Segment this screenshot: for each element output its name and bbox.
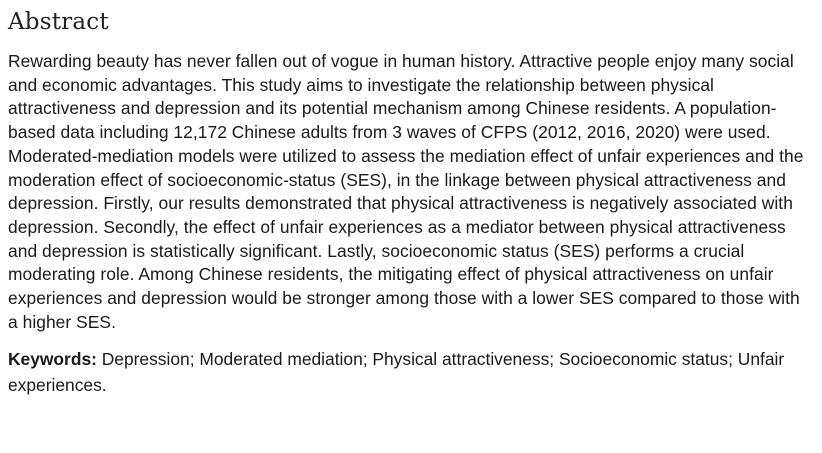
keywords-paragraph	[8, 346, 808, 398]
abstract-section	[8, 6, 808, 398]
abstract-heading: Abstract	[8, 9, 109, 35]
keywords-label: Keywords:	[8, 349, 97, 370]
abstract-body: Rewarding beauty has never fallen out of vogue in human history. Attractive people enjoy many social and economic advantages. This study aims to investigate the relationship between physical attractiveness and depression and its potential mechanism among Chinese residents. A population-based data including 12,172 Chinese adults from 3 waves of CFPS (2012, 2016, 2020) were used. Moderated-mediation models were utilized to assess the mediation effect of unfair experiences and the moderation effect of socioeconomic-status (SES), in the linkage between physical attractiveness and depression. Firstly, our results demonstrated that physical attractiveness is negatively associated with depression. Secondly, the effect of unfair experiences as a mediator between physical attractiveness and depression is statistically significant. Lastly, socioeconomic status (SES) performs a crucial moderating role. Among Chinese residents, the mitigating effect of physical attractiveness on unfair experiences and depression would be stronger among those with a lower SES compared to those with a higher SES.	[8, 51, 804, 332]
keywords-text: Depression; Moderated mediation; Physical attractiveness; Socioeconomic status; Unfair experiences.	[8, 349, 785, 396]
